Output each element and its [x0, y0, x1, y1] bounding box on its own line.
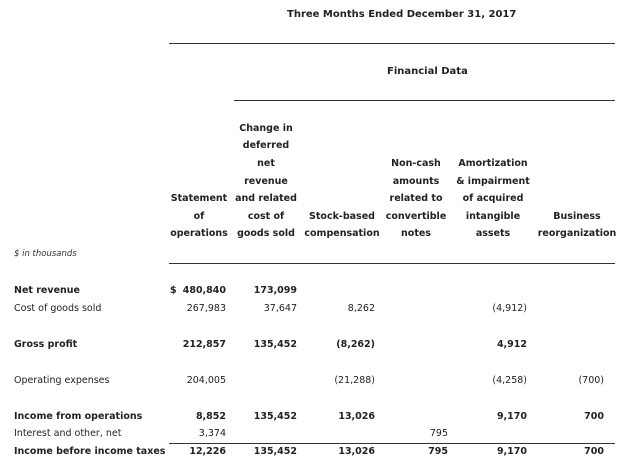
cell-deferred: 135,452: [253, 339, 297, 350]
column-header-line: operations: [170, 228, 228, 240]
column-header-line: assets: [475, 228, 511, 240]
column-header-line: cost of: [247, 210, 285, 222]
total-rule: [169, 443, 615, 444]
column-header-line: reorganization: [537, 228, 617, 240]
column-header-line: compensation: [304, 228, 380, 240]
column-header-stock-compensation: [303, 208, 381, 243]
cell-amort: (4,258): [492, 375, 527, 386]
cell-business: 700: [584, 446, 604, 457]
financial-data-header: Financial Data: [387, 66, 468, 77]
column-header-business-reorganization: [537, 208, 617, 243]
cell-statement: 8,852: [195, 411, 226, 422]
cell-statement: 267,983: [186, 303, 226, 314]
row-label: Net revenue: [14, 285, 80, 296]
column-header-deferred-revenue: [234, 120, 298, 243]
column-header-line: amounts: [392, 175, 440, 187]
cell-deferred: 173,099: [253, 285, 297, 296]
cell-stock: (21,288): [334, 375, 375, 386]
currency-symbol: $: [170, 285, 177, 296]
cell-business: (700): [578, 375, 604, 386]
cell-noncash: 795: [429, 428, 448, 439]
column-header-line: related to: [389, 193, 443, 205]
column-header-line: intangible: [465, 210, 521, 222]
period-title: Three Months Ended December 31, 2017: [287, 9, 517, 20]
column-header-amortization: [453, 155, 533, 243]
row-label: Income from operations: [14, 411, 143, 422]
column-header-line: Non-cash: [391, 158, 441, 170]
cell-stock: 13,026: [338, 446, 375, 457]
row-label: Gross profit: [14, 339, 78, 350]
row-label: Operating expenses: [14, 375, 110, 386]
cell-statement: 204,005: [186, 375, 226, 386]
column-header-line: Business: [553, 210, 601, 222]
cell-deferred: 135,452: [253, 411, 297, 422]
cell-statement: [170, 285, 226, 296]
row-label: Income before income taxes: [14, 446, 166, 457]
column-header-line: revenue: [244, 175, 288, 187]
column-header-statement: [168, 190, 230, 243]
header-rule: [169, 263, 615, 264]
column-header-noncash-notes: [385, 155, 447, 243]
cell-stock: 13,026: [338, 411, 375, 422]
column-header-line: goods sold: [237, 228, 295, 240]
cell-deferred: 135,452: [253, 446, 297, 457]
column-header-line: deferred: [242, 140, 290, 152]
column-header-line: Change in: [239, 122, 293, 134]
column-header-line: Statement: [170, 193, 228, 205]
column-header-line: & impairment: [456, 175, 530, 187]
column-header-line: Stock-based: [309, 210, 375, 222]
title-rule: [169, 43, 615, 44]
column-header-line: Amortization: [458, 158, 528, 170]
column-header-line: net: [257, 158, 275, 170]
cell-stock: (8,262): [336, 339, 375, 350]
column-header-line: notes: [401, 228, 431, 240]
cell-amort: (4,912): [492, 303, 527, 314]
cell-business: 700: [584, 411, 604, 422]
column-header-line: convertible: [385, 210, 447, 222]
column-header-line: of acquired: [462, 193, 524, 205]
cell-statement: 212,857: [182, 339, 226, 350]
cell-amort: 4,912: [496, 339, 527, 350]
column-header-line: of: [193, 210, 205, 222]
row-label: Cost of goods sold: [14, 303, 102, 314]
cell-amort: 9,170: [496, 411, 527, 422]
column-header-line: and related: [235, 193, 297, 205]
cell-statement: 12,226: [189, 446, 226, 457]
group-rule: [234, 100, 615, 101]
row-label: Interest and other, net: [14, 428, 122, 439]
cell-value: 480,840: [182, 285, 226, 296]
cell-stock: 8,262: [347, 303, 375, 314]
cell-amort: 9,170: [496, 446, 527, 457]
cell-noncash: 795: [428, 446, 448, 457]
cell-deferred: 37,647: [263, 303, 297, 314]
cell-statement: 3,374: [198, 428, 226, 439]
units-note: $ in thousands: [14, 249, 77, 259]
